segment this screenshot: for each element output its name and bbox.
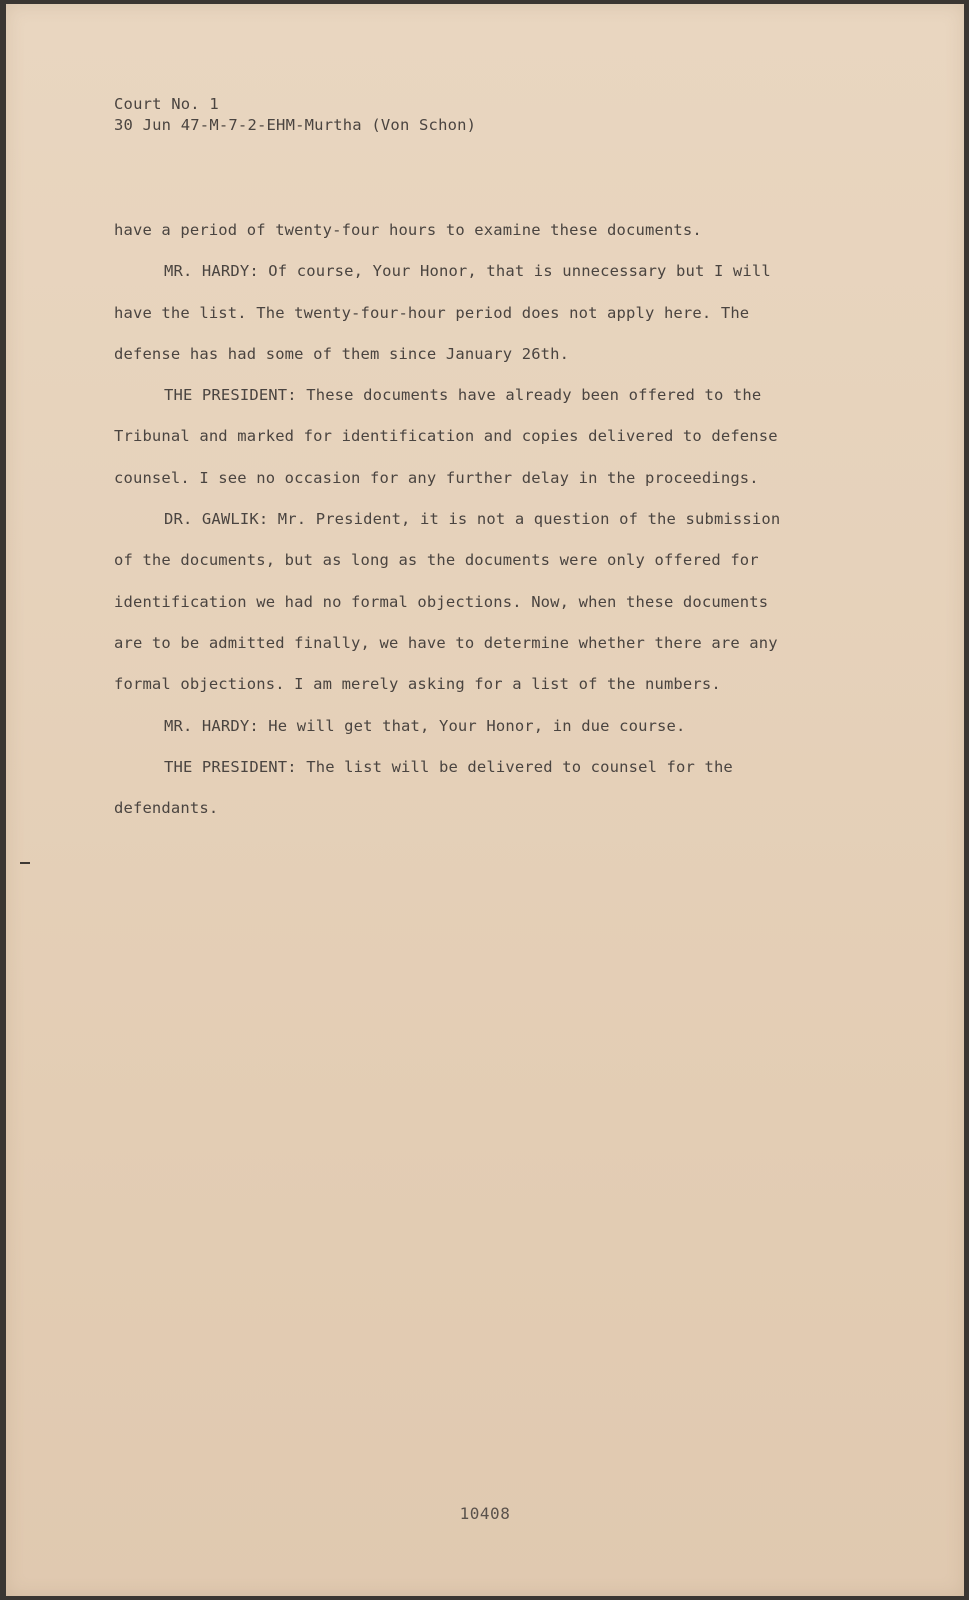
transcript-line: THE PRESIDENT: The list will be delivered to counsel for the: [164, 757, 733, 776]
transcript-line: have a period of twenty-four hours to examine these documents.: [114, 221, 702, 239]
transcript-line: are to be admitted finally, we have to determine whether there are any: [114, 633, 778, 652]
transcript-line: formal objections. I am merely asking for a list of the numbers.: [114, 675, 721, 694]
transcript-body: [114, 210, 859, 829]
transcript-line: defense has had some of them since January 26th.: [114, 344, 570, 363]
session-reference: 30 Jun 47-M-7-2-EHM-Murtha (Von Schon): [114, 116, 477, 134]
court-label: Court No. 1: [114, 95, 219, 113]
transcript-line: identification we had no formal objections. Now, when these documents: [114, 592, 769, 611]
document-page: [6, 4, 964, 1596]
transcript-line: MR. HARDY: Of course, Your Honor, that is unnecessary but I will: [164, 262, 771, 281]
document-header: [114, 94, 476, 136]
transcript-line: DR. GAWLIK: Mr. President, it is not a question of the submission: [164, 510, 781, 529]
transcript-line: THE PRESIDENT: These documents have already been offered to the: [164, 386, 762, 405]
margin-mark: [20, 862, 30, 864]
transcript-line: defendants.: [114, 799, 219, 818]
transcript-line: counsel. I see no occasion for any further delay in the proceedings.: [114, 468, 759, 487]
transcript-line: have the list. The twenty-four-hour period does not apply here. The: [114, 303, 750, 322]
transcript-line: of the documents, but as long as the documents were only offered for: [114, 551, 759, 570]
transcript-line: Tribunal and marked for identification and copies delivered to defense: [114, 427, 778, 446]
transcript-line: MR. HARDY: He will get that, Your Honor, in due course.: [164, 716, 686, 735]
page-number: 10408: [459, 1504, 511, 1523]
